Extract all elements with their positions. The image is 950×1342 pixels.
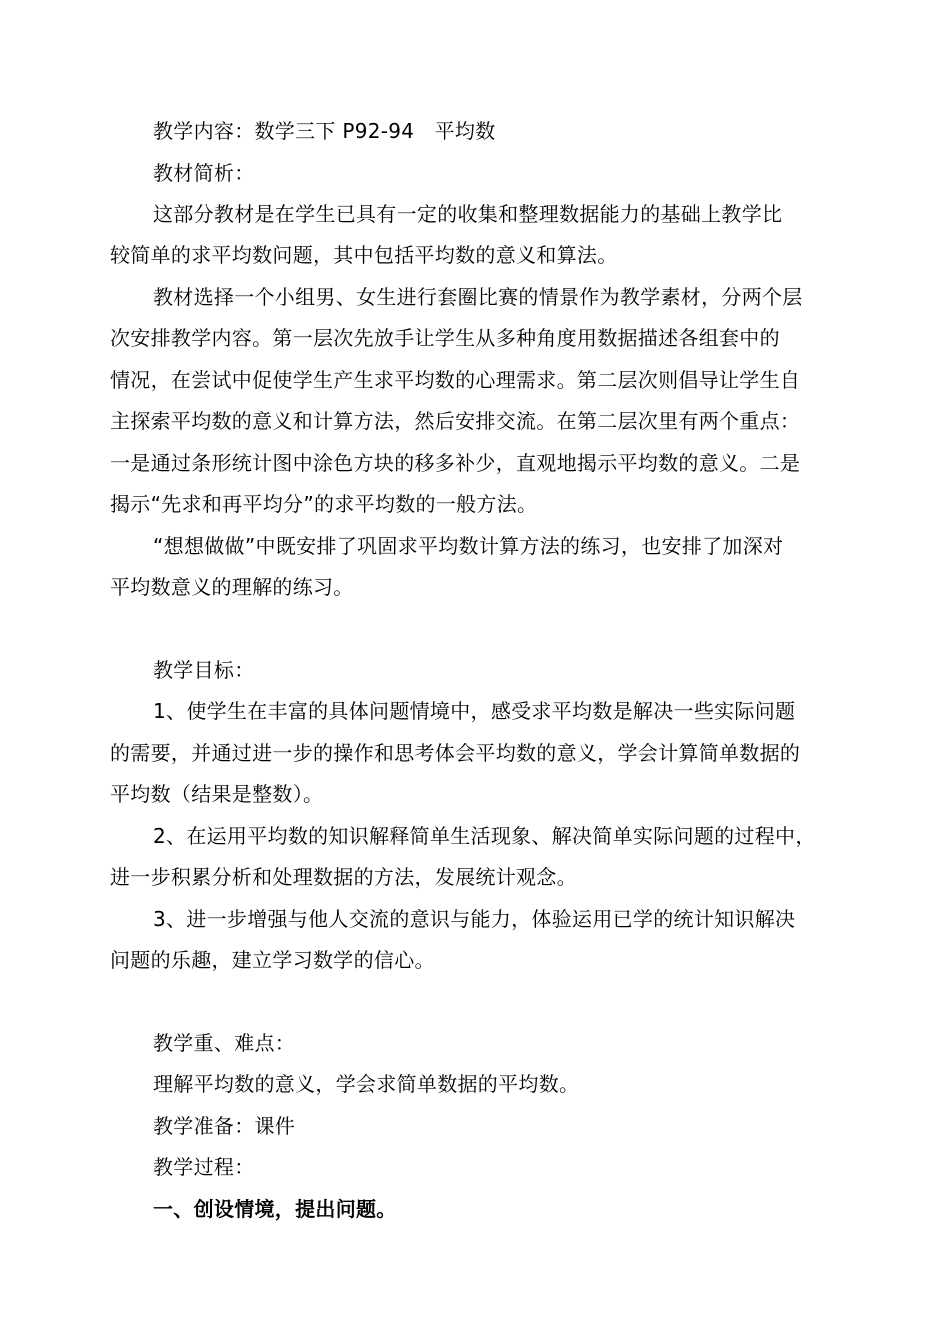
paragraph-line: 进一步积累分析和处理数据的方法，发展统计观念。 xyxy=(110,865,577,889)
paragraph-line: “想想做做”中既安排了巩固求平均数计算方法的练习，也安排了加深对 xyxy=(153,534,784,558)
goals-heading: 教学目标： xyxy=(153,658,255,682)
content-line: 教学内容：数学三下 P92-94 平均数 xyxy=(153,119,496,143)
paragraph-line: 一是通过条形统计图中涂色方块的移多补少，直观地揭示平均数的意义。二是 xyxy=(110,451,801,475)
paragraph-line: 3、进一步增强与他人交流的意识与能力，体验运用已学的统计知识解决 xyxy=(153,907,796,931)
key-text: 理解平均数的意义，学会求简单数据的平均数。 xyxy=(153,1072,580,1096)
paragraph-line: 教材选择一个小组男、女生进行套圈比赛的情景作为教学素材，分两个层 xyxy=(153,285,803,309)
paragraph-line: 1、使学生在丰富的具体问题情境中，感受求平均数是解决一些实际问题 xyxy=(153,699,796,723)
paragraph-line: 问题的乐趣，建立学习数学的信心。 xyxy=(110,948,435,972)
key-heading: 教学重、难点： xyxy=(153,1031,296,1055)
paragraph-line: 2、在运用平均数的知识解释简单生活现象、解决简单实际问题的过程中， xyxy=(153,824,816,848)
prep-line: 教学准备：课件 xyxy=(153,1114,296,1138)
section-title: 一、创设情境，提出问题。 xyxy=(153,1197,397,1221)
process-heading: 教学过程： xyxy=(153,1155,255,1179)
paragraph-line: 平均数（结果是整数）。 xyxy=(110,782,324,806)
paragraph-line: 这部分教材是在学生已具有一定的收集和整理数据能力的基础上教学比 xyxy=(153,202,783,226)
paragraph-line: 较简单的求平均数问题，其中包括平均数的意义和算法。 xyxy=(110,243,618,267)
paragraph-line: 情况，在尝试中促使学生产生求平均数的心理需求。第二层次则倡导让学生自 xyxy=(110,368,801,392)
paragraph-line: 的需要，并通过进一步的操作和思考体会平均数的意义，学会计算简单数据的 xyxy=(110,741,801,765)
paragraph-line: 主探索平均数的意义和计算方法，然后安排交流。在第二层次里有两个重点： xyxy=(110,409,801,433)
paragraph-line: 揭示“先求和再平均分”的求平均数的一般方法。 xyxy=(110,492,538,516)
paragraph-line: 次安排教学内容。第一层次先放手让学生从多种角度用数据描述各组套中的 xyxy=(110,326,780,350)
analysis-heading: 教材简析： xyxy=(153,161,255,185)
paragraph-line: 平均数意义的理解的练习。 xyxy=(110,575,354,599)
